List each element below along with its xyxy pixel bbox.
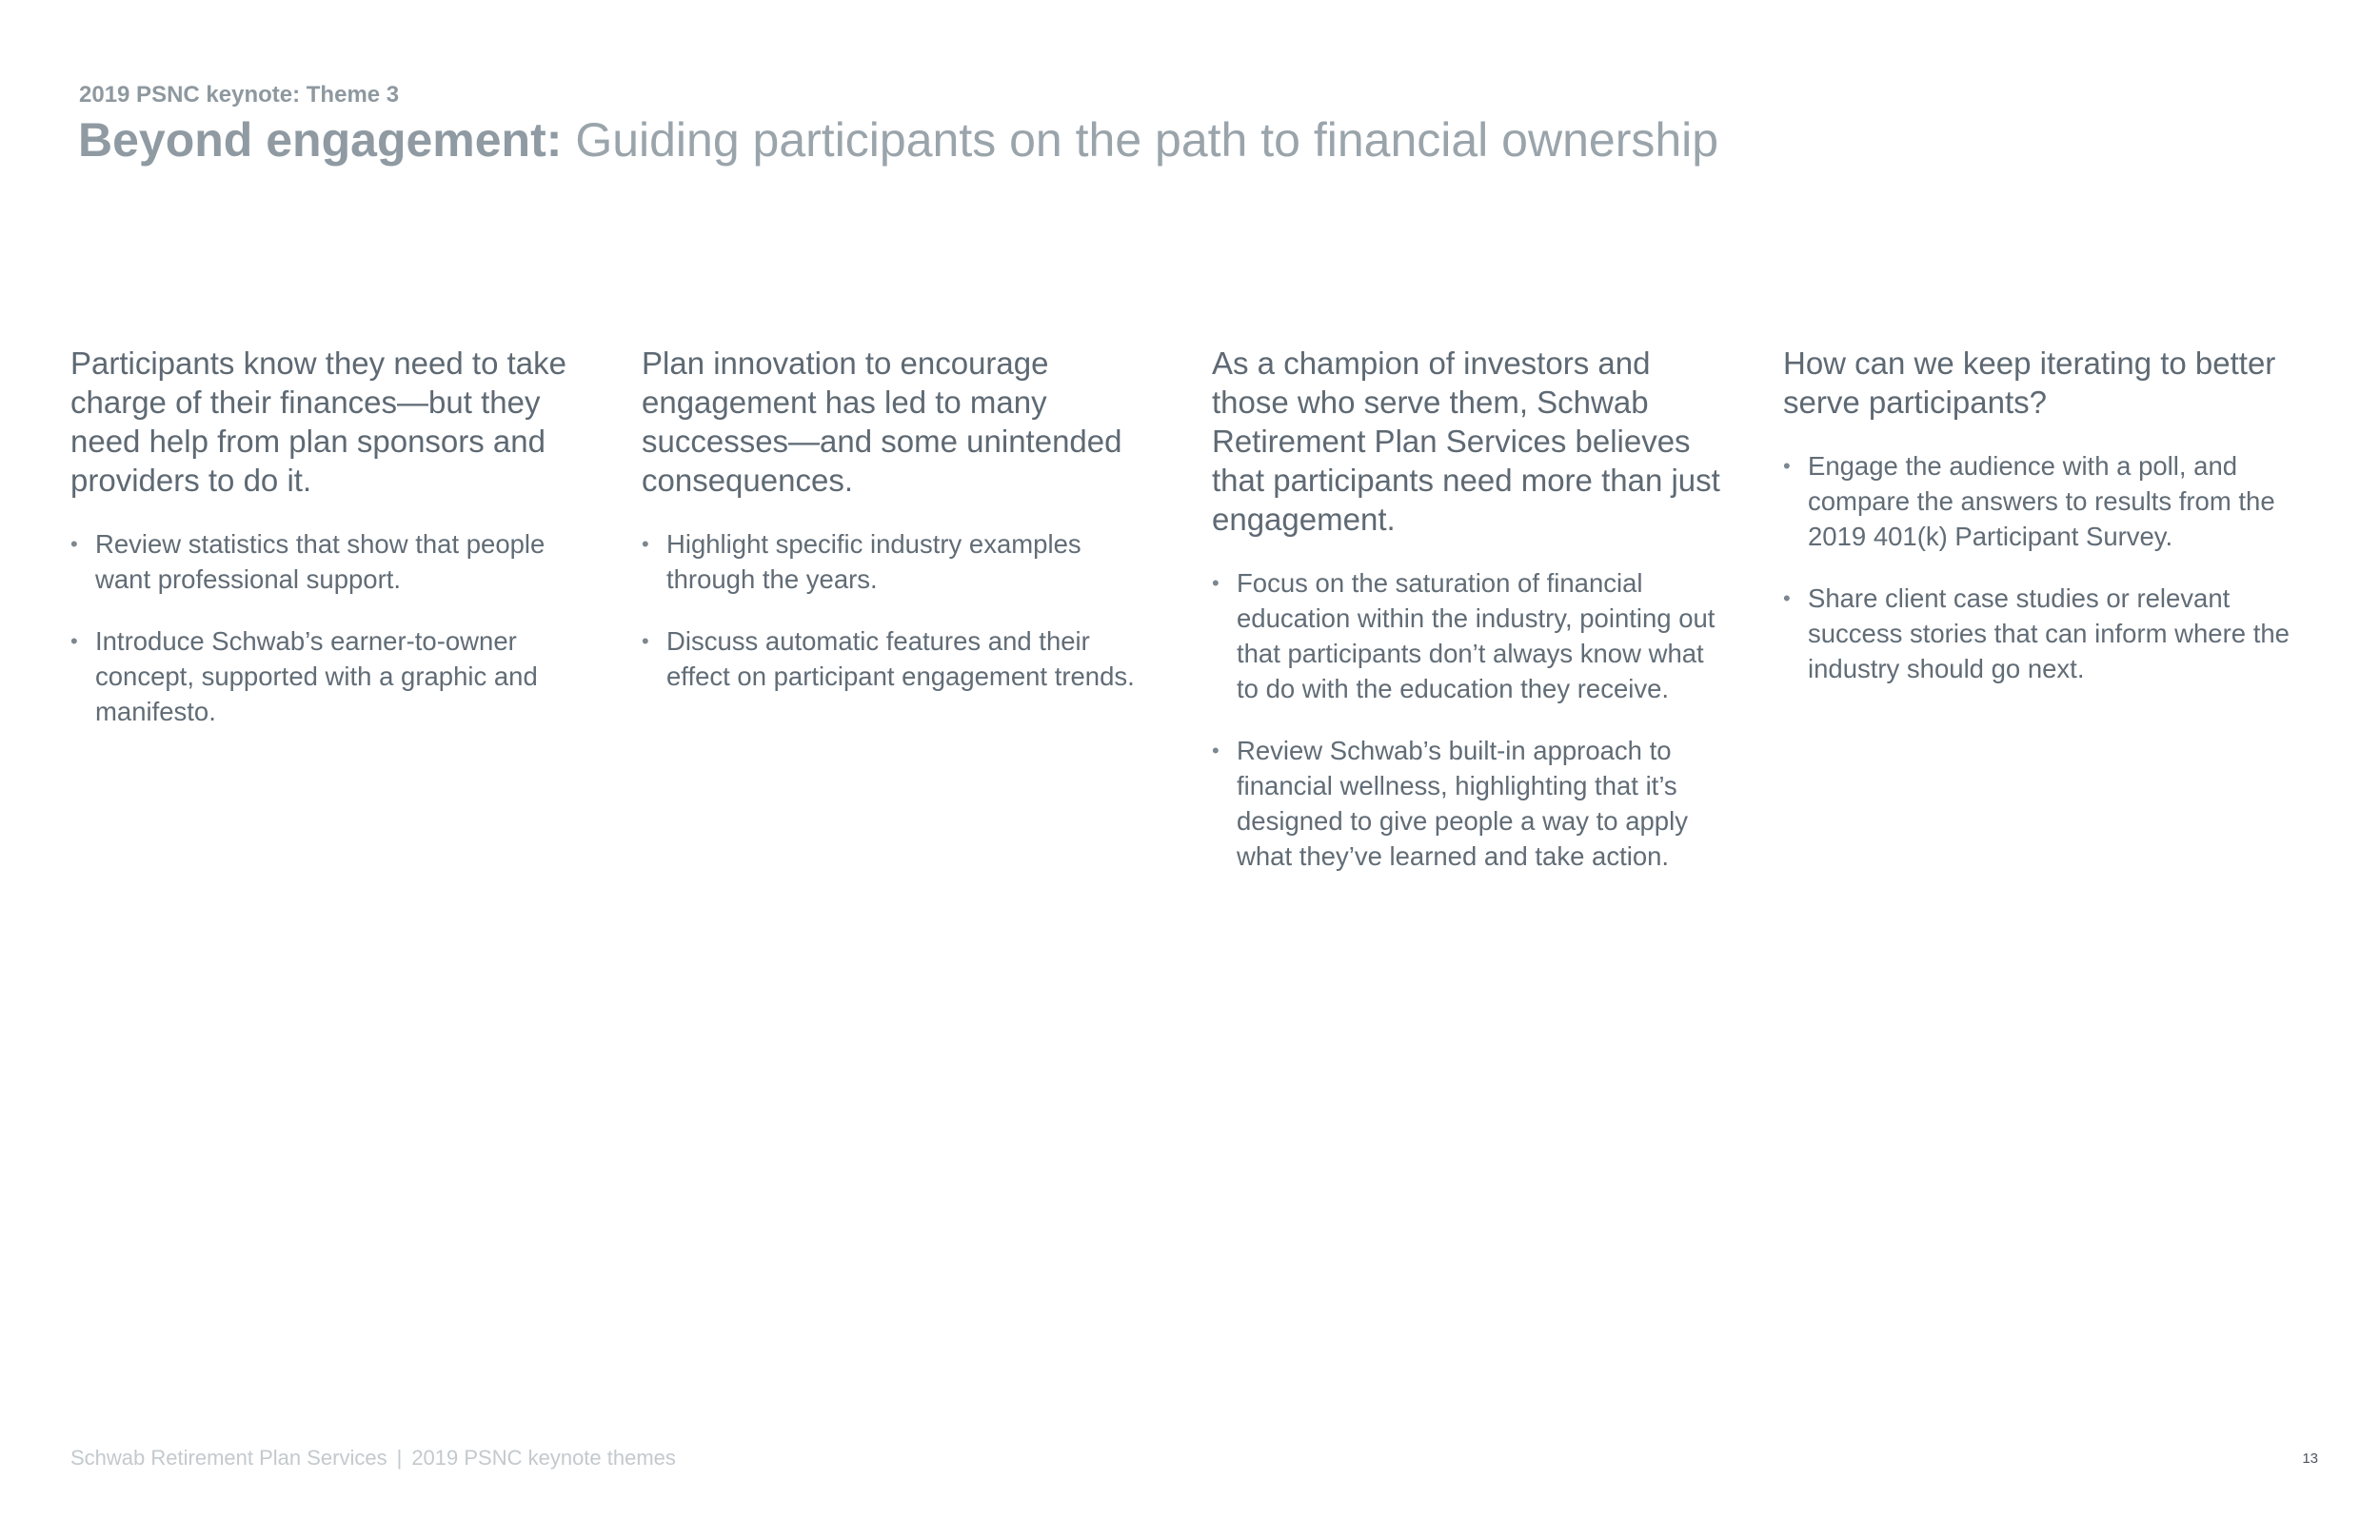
bullet-dot-icon: • bbox=[642, 532, 649, 556]
bullet-item bbox=[1783, 448, 2297, 554]
bullet-dot-icon: • bbox=[70, 532, 78, 556]
eyebrow-label: 2019 PSNC keynote: Theme 3 bbox=[79, 82, 400, 108]
title-bold-part: Beyond engagement: bbox=[78, 113, 563, 167]
column-2-bullets bbox=[642, 526, 1156, 694]
footer-right-text: 2019 PSNC keynote themes bbox=[411, 1446, 676, 1470]
bullet-text: Share client case studies or relevant success stories that can inform where the industry should go next. bbox=[1808, 583, 2290, 683]
bullet-item bbox=[642, 526, 1156, 597]
column-4 bbox=[1783, 344, 2297, 713]
footer-left-text: Schwab Retirement Plan Services bbox=[70, 1446, 387, 1470]
bullet-dot-icon: • bbox=[1212, 739, 1220, 762]
column-3-bullets bbox=[1212, 565, 1726, 874]
bullet-text: Introduce Schwab’s earner-to-owner concept, supported with a graphic and manifesto. bbox=[95, 626, 538, 726]
bullet-item bbox=[642, 623, 1156, 694]
column-4-lead: How can we keep iterating to better serve participants? bbox=[1783, 346, 2276, 420]
page-title bbox=[78, 112, 1718, 168]
bullet-dot-icon: • bbox=[1212, 571, 1220, 595]
bullet-dot-icon: • bbox=[642, 629, 649, 653]
bullet-item bbox=[1783, 581, 2297, 686]
bullet-text: Review statistics that show that people want professional support. bbox=[95, 529, 545, 594]
column-3 bbox=[1212, 344, 1726, 900]
bullet-dot-icon: • bbox=[1783, 586, 1791, 610]
bullet-text: Highlight specific industry examples through the years. bbox=[666, 529, 1081, 594]
bullet-text: Engage the audience with a poll, and compare the answers to results from the 2019 401(k) Participant Survey. bbox=[1808, 451, 2275, 551]
title-subtitle-part: Guiding participants on the path to financial ownership bbox=[575, 113, 1719, 167]
bullet-text: Focus on the saturation of financial education within the industry, pointing out that participants don’t always know what to do with the education they receive. bbox=[1237, 568, 1716, 703]
bullet-item bbox=[1212, 565, 1726, 706]
bullet-text: Discuss automatic features and their effect on participant engagement trends. bbox=[666, 626, 1135, 691]
bullet-item bbox=[1212, 733, 1726, 874]
column-1 bbox=[70, 344, 585, 756]
column-2 bbox=[642, 344, 1156, 721]
column-1-lead: Participants know they need to take charge of their finances—but they need help from plan sponsors and providers to do it. bbox=[70, 346, 566, 498]
bullet-item bbox=[70, 526, 585, 597]
column-4-bullets bbox=[1783, 448, 2297, 686]
column-2-lead: Plan innovation to encourage engagement has led to many successes—and some unintended consequences. bbox=[642, 346, 1122, 498]
bullet-text: Review Schwab’s built-in approach to financial wellness, highlighting that it’s designed to give people a way to apply what they’ve learned and take action. bbox=[1237, 736, 1688, 871]
column-1-bullets bbox=[70, 526, 585, 729]
footer-separator: | bbox=[396, 1446, 403, 1470]
bullet-item bbox=[70, 623, 585, 729]
bullet-dot-icon: • bbox=[1783, 454, 1791, 478]
column-3-lead: As a champion of investors and those who serve them, Schwab Retirement Plan Services believes that participants need more than just engagement. bbox=[1212, 346, 1720, 537]
page-number: 13 bbox=[2302, 1451, 2318, 1467]
bullet-dot-icon: • bbox=[70, 629, 78, 653]
footer bbox=[70, 1446, 676, 1471]
